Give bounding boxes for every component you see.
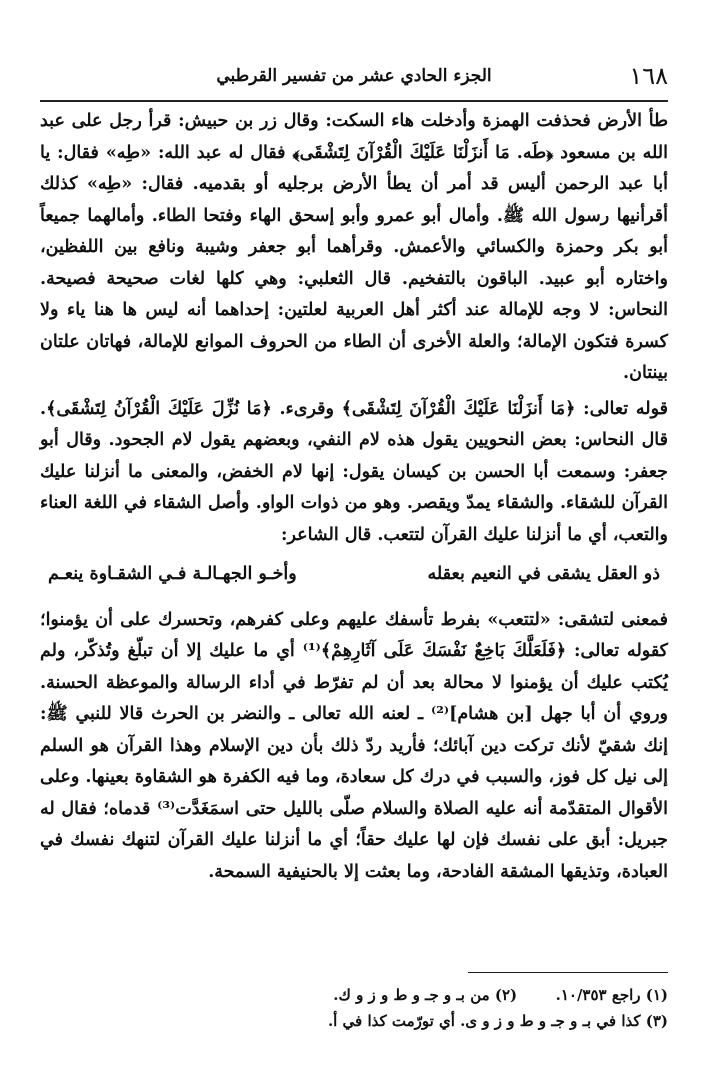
poetry-verse (40, 559, 668, 591)
paragraph-2: قوله تعالى: ﴿مَا أَنزَلْنَا عَلَيْكَ الْقُرْآنَ لِتَشْقَى﴾ وقرىء. ﴿مَا نُزِّلَ عَلَيْكَ الْقُرْآنُ لِتَشْقَى﴾. قال النحاس: بعض النحويين يقول هذه لام النفي، وبعضهم يقول لام الجحود. وقال أبو جعفر: وسمعت أبا الحسن بن كيسان يقول: إنها لام الخفض، والمعنى ما أنزلنا عليك القرآن للشقاء. والشقاء يمدّ ويقصر. وهو من ذوات الواو. وأصل الشقاء في اللغة العناء والتعب، أي ما أنزلنا عليك القرآن لتتعب. قال الشاعر: (40, 398, 668, 545)
main-text (40, 106, 668, 888)
footnote-rule (468, 972, 668, 973)
footnote-2: (٢) من بـ و جـ و ط و ز و ك. (333, 986, 518, 1004)
footnotes (40, 982, 668, 1034)
footnote-3: (٣) كذا في بـ و جـ و ط و ز و ى. أي تورّمت كذا في أ. (327, 1012, 668, 1030)
paragraph-1: طأ الأرض فحذفت الهمزة وأدخلت هاء السكت: وقال زر بن حبيش: قرأ رجل على عبد الله بن مسعود ﴿طَه. مَا أَنزَلْنَا عَلَيْكَ الْقُرْآنَ لِتَشْقَى﴾ فقال له عبد الله: «طِه» فقال: يا أبا عبد الرحمن أليس قد أمر أن يطأ الأرض برجليه أو بقدميه. فقال: «طِه» كذلك أقرأنيها رسول الله ﷺ. وأمال أبو عمرو وأبو إسحق الهاء وفتحا الطاء. وأمالهما جميعاً أبو بكر وحمزة والكسائي والأعمش. وقرأهما أبو جعفر وشيبة ونافع بين اللفظين، واختاره أبو عبيد. الباقون بالتفخيم. قال الثعلبي: وهي كلها لغات صحيحة فصيحة. النحاس: لا وجه للإمالة عند أكثر أهل العربية لعلتين: إحداهما أنه ليس ها هنا ياء ولا كسرة فتكون الإمالة؛ والعلة الأخرى أن الطاء من الحروف الموانع للإمالة، فهاتان علتان بينتان. (40, 111, 668, 383)
footnote-row (40, 982, 668, 1008)
paragraph-3: فمعنى لتشقى: «لتتعب» بفرط تأسفك عليهم وعلى كفرهم، وتحسرك على أن يؤمنوا؛ كقوله تعالى: ﴿فَلَعَلَّكَ بَاخِعٌ نَفْسَكَ عَلَى آثَارِهِمْ﴾⁽¹⁾ أي ما عليك إلا أن تبلّغ وتُذكّر، ولم يُكتب عليك أن يؤمنوا لا محالة بعد أن لم تفرّط في أداء الرسالة والموعظة الحسنة. وروي أن أبا جهل [بن هشام]⁽²⁾ ـ لعنه الله تعالى ـ والنضر بن الحرث قالا للنبي ﷺ: إنك شقيّ لأنك تركت دين آبائك؛ فأريد ردّ ذلك بأن دين الإسلام وهذا القرآن هو السلم إلى نيل كل فوز، والسبب في درك كل سعادة، وما فيه الكفرة هو الشقاوة بعينها. وعلى الأقوال المتقدّمة أنه عليه الصلاة والسلام صلّى بالليل حتى اسمَغَدَّت⁽³⁾ قدماه؛ فقال له جبريل: أبق على نفسك فإن لها عليك حقاً؛ أي ما أنزلنا عليك القرآن لتنهك نفسك في العبادة، وتذيقها المشقة الفادحة، وما بعثت إلا بالحنيفية السمحة. (40, 609, 668, 882)
verse-first-hemistich: ذو العقل يشقى في النعيم بعقله (427, 564, 660, 584)
running-title: الجزء الحادي عشر من تفسير القرطبي (216, 66, 492, 86)
verse-second-hemistich: وأخـو الجهـالـة فـي الشقـاوة ينعـم (48, 564, 297, 584)
header-rule (40, 100, 668, 102)
page-header (40, 58, 668, 98)
footnote-row (40, 1008, 668, 1034)
page-number: ١٦٨ (629, 62, 668, 90)
footnote-1: (١) راجع ١٠/٣٥٣. (555, 986, 668, 1004)
